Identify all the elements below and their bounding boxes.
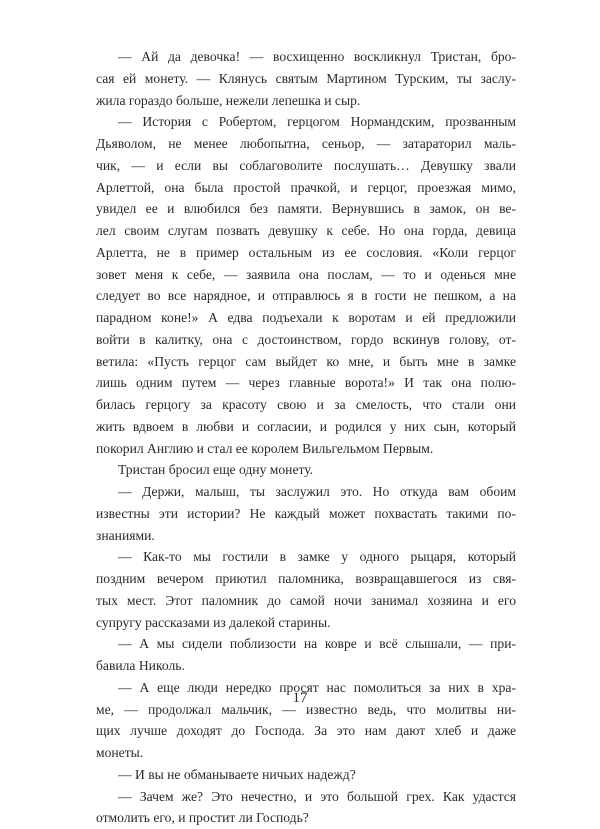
text-line: — И вы не обманываете ничьих надежд? bbox=[118, 766, 356, 782]
text-line: бавила Николь. bbox=[96, 658, 185, 673]
text-line: монеты. bbox=[96, 745, 144, 760]
text-line: известны эти истории? Не каждый может похвастать такими по- bbox=[96, 505, 516, 521]
text-line: ветила: «Пусть герцог сам выйдет ко мне, и быть мне в замке bbox=[96, 353, 516, 369]
text-line: лишь одним путем — через главные ворота!» И так она полю- bbox=[96, 375, 516, 391]
text-line: Арлеттой, она была простой прачкой, и герцог, проезжая мимо, bbox=[96, 179, 516, 195]
text-line: следует во все нарядное, и отправлюсь я в гости не пешком, а на bbox=[96, 288, 516, 304]
text-line: Дьяволом, не менее любопытна, сеньор, — затараторил маль- bbox=[96, 136, 516, 151]
text-line: жила гораздо больше, нежели лепешка и сыр. bbox=[96, 92, 361, 108]
text-line: увидел ее и влюбился без памяти. Вернувшись в замок, он ве- bbox=[96, 201, 516, 217]
text-line: лел своим слугам позвать девушку к себе. Но она горда, девица bbox=[96, 223, 516, 238]
text-line: чик, — и если вы соблаговолите послушать… Девушку звали bbox=[96, 157, 516, 173]
text-line: знаниями. bbox=[96, 527, 155, 543]
text-line: ме, — продолжал мальчик, — известно ведь, что молитвы ни- bbox=[96, 701, 516, 717]
text-line: щих лучше доходят до Господа. За это нам дают хлеб и даже bbox=[96, 723, 516, 739]
text-line: отмолить его, и простит ли Господь? bbox=[96, 810, 309, 826]
text-line: — Зачем же? Это нечестно, и это большой грех. Как удастся bbox=[118, 788, 516, 804]
text-line: Тристан бросил еще одну монету. bbox=[118, 462, 314, 478]
page-number: 17 bbox=[292, 690, 308, 706]
text-line: — А еще люди нередко просят нас помолиться за них в хра- bbox=[118, 679, 516, 695]
text-line: — Ай да девочка! — восхищенно воскликнул Тристан, бро- bbox=[118, 49, 516, 64]
text-line: — Как-то мы гостили в замке у одного рыцаря, который bbox=[118, 549, 516, 565]
text-line: Арлетта, не в пример остальным из ее сословия. «Коли герцог bbox=[96, 244, 516, 260]
text-line: тых мест. Этот паломник до самой ночи занимал хозяина и его bbox=[96, 592, 516, 608]
text-line: — История с Робертом, герцогом Нормандским, прозванным bbox=[118, 114, 516, 130]
text-line: зовет меня к себе, — заявила она послам, — то и оденься мне bbox=[96, 266, 516, 282]
text-line: билась герцогу за красоту свою и за смелость, что стали они bbox=[96, 397, 516, 412]
text-line: супругу рассказами из далекой старины. bbox=[96, 614, 331, 630]
text-line: покорил Англию и стал ее королем Вильгельмом Первым. bbox=[96, 440, 434, 456]
text-line: парадном коне!» А едва подъехали к воротам и ей предложили bbox=[96, 310, 516, 325]
text-line: — А мы сидели поблизости на ковре и всё слышали, — при- bbox=[118, 636, 516, 652]
text-line: поздним вечером приютил паломника, возвращавшегося из свя- bbox=[96, 571, 516, 586]
text-line: сая ей монету. — Клянусь святым Мартином Турским, ты заслу- bbox=[96, 70, 516, 86]
text-line: — Держи, малыш, ты заслужил это. Но откуда вам обоим bbox=[118, 484, 516, 499]
body-text bbox=[96, 46, 516, 829]
text-line: жить вдвоем в любви и согласии, и родился у них сын, который bbox=[96, 418, 516, 434]
text-line: войти в калитку, она с достоинством, гордо вскинув голову, от- bbox=[96, 331, 516, 347]
